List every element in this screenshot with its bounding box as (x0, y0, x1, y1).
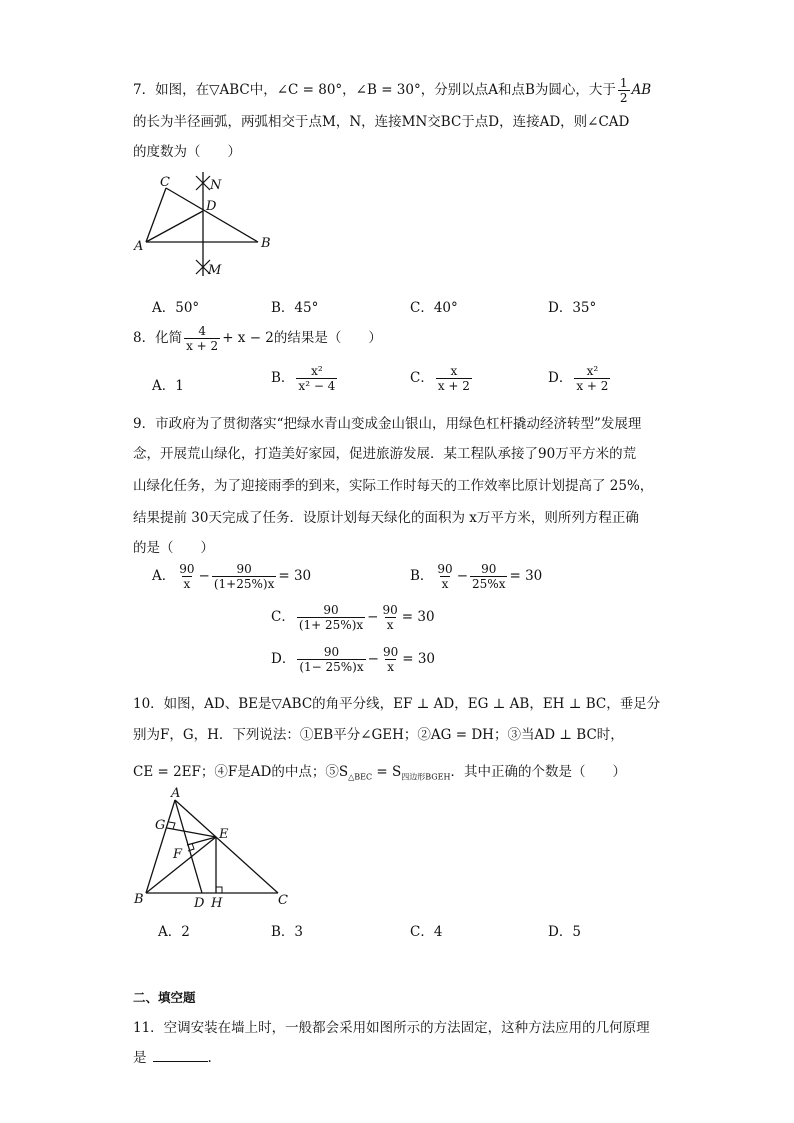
q9-line4: 结果提前 30天完成了任务．设原计划每天绿化的面积为 x万平方米，则所列方程正确 (133, 510, 639, 526)
q10-label-G: G (155, 818, 166, 833)
q7-side-CB (166, 188, 258, 242)
section-title-fill-in: 二、填空题 (133, 990, 196, 1005)
q7-label-D: D (206, 199, 217, 214)
q7-label-C: C (160, 175, 170, 190)
q7-option-a[interactable]: A．50° (152, 300, 200, 316)
q9-line3: 山绿化任务，为了迎接雨季的到来，实际工作时每天的工作效率比原计划提高了 25%， (133, 478, 654, 494)
q10-label-B: B (134, 892, 144, 907)
q9-line2: 念，开展荒山绿化，打造美好家园，促进旅游发展．某工程队承接了90万平方米的荒 (133, 446, 637, 462)
q10-option-a[interactable]: A．2 (158, 924, 190, 940)
q7-option-d[interactable]: D．35° (548, 300, 597, 316)
q9-line1: 9．市政府为了贯彻落实“把绿水青山变成金山银山，用绿色杠杆撬动经济转型”发展理 (133, 416, 642, 432)
q11-line1: 11．空调安装在墙上时，一般都会采用如图所示的方法固定，这种方法应用的几何原理 (133, 1020, 650, 1036)
q7-line3: 的度数为（ ） (133, 144, 241, 160)
q10-label-F: F (173, 847, 183, 862)
q7-label-N: N (210, 178, 222, 193)
q10-option-d[interactable]: D．5 (548, 924, 581, 940)
q10-side-AC (175, 800, 278, 893)
q10-line3: CE = 2EF；④F是AD的中点；$⑤S_{\triangle BEC} = S_{四边形BGEH}$．其中正确的个数是（ ） (133, 764, 626, 782)
q8-option-d[interactable]: D． $\frac{\text{x²}}{x + 2}$ (548, 364, 609, 393)
q7-line2: 的长为半径画弧，两弧相交于点M，N，连接MN交BC于点D，连接AD，则∠CAD (133, 114, 630, 130)
q8-option-b[interactable]: B． $\frac{\text{x²}}{\text{x² − 4}}$ (271, 364, 336, 393)
q7-line1: 7．如图，在▽ABC中，∠C = 80°，∠B = 30°，分别以点A和点B为圆心，大于 $\frac{1}{2}$ AB (133, 76, 652, 105)
q11-line2: 是 . (133, 1050, 212, 1066)
q9-option-a[interactable]: A． $\frac{90}{x}$ − $\frac{90}{(1+25\%)x}$ = 30 (152, 562, 312, 591)
q10-segment-BE (146, 837, 216, 893)
q7-option-c[interactable]: C．40° (410, 300, 458, 316)
q8-option-a[interactable]: A．1 (152, 378, 184, 394)
q10-option-b[interactable]: B．3 (271, 924, 304, 940)
q10-label-D: D (194, 896, 205, 911)
q10-label-A: A (171, 786, 181, 801)
q9-option-b[interactable]: B． $\frac{90}{x}$ − $\frac{90}{25\%x}$ = 30 (410, 562, 543, 591)
q10-label-H: H (211, 896, 223, 911)
half-fraction: $\frac{1}{2}$ (619, 76, 628, 105)
q7-side-AC (146, 188, 166, 242)
q9-line5: 的是（ ） (133, 540, 214, 556)
q9-option-d[interactable]: D． $\frac{90}{(1- 25\%)x}$ − $\frac{90}{x}$ = 30 (271, 645, 436, 674)
q10-figure (130, 786, 300, 914)
q8-fraction: $\frac{4}{x + 2}$ (186, 324, 219, 353)
q10-segment-EG (167, 828, 216, 837)
q10-side-AB (146, 800, 175, 893)
q10-option-c[interactable]: C．4 (410, 924, 443, 940)
q7-segment-AD (146, 211, 203, 242)
q8-stem: 8．化简 $\frac{4}{x + 2}$ + x − 2的结果是（ ） (133, 324, 382, 353)
q7-option-b[interactable]: B．45° (271, 300, 319, 316)
q8-option-c[interactable]: C． $\frac{x}{x + 2}$ (410, 364, 470, 393)
q10-label-C: C (278, 893, 288, 908)
q10-right-angle-H (216, 887, 222, 893)
q11-answer-blank[interactable] (153, 1061, 208, 1062)
q7-figure (130, 168, 290, 283)
q10-line1: 10．如图，AD、BE是▽ABC的角平分线，EF ⊥ AD，EG ⊥ AB，EH ⊥ BC，垂足分 (133, 696, 661, 712)
q10-label-E: E (219, 827, 229, 842)
q7-label-A: A (134, 239, 144, 254)
q7-label-M: M (208, 263, 222, 278)
q9-option-c[interactable]: C． $\frac{90}{(1+ 25\%)x}$ − $\frac{90}{x}$ = 30 (271, 603, 435, 632)
q7-label-B: B (261, 236, 271, 251)
q10-line2: 别为F，G，H．下列说法：①EB平分∠GEH；②AG = DH；③当AD ⊥ BC时， (133, 727, 624, 743)
